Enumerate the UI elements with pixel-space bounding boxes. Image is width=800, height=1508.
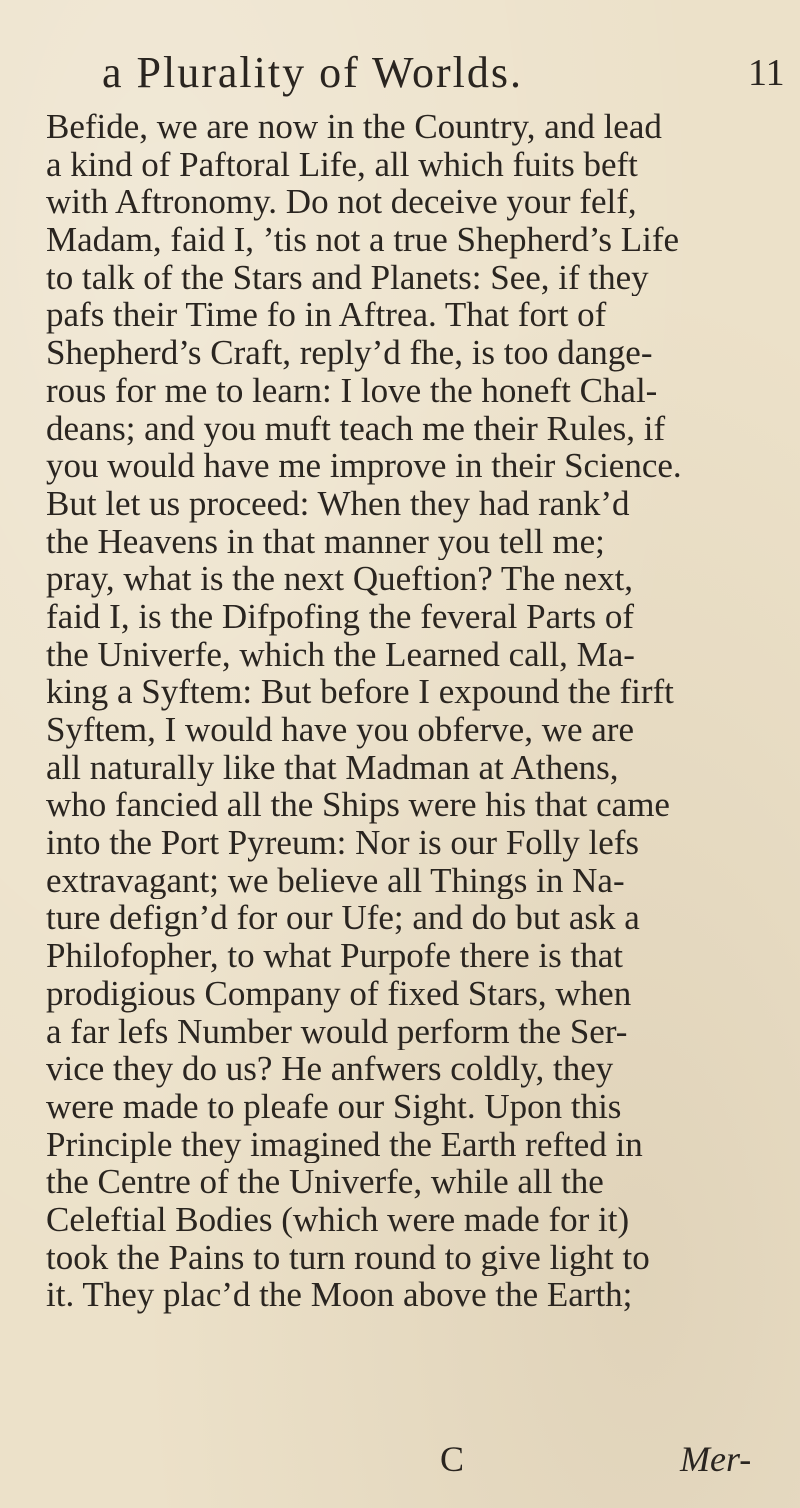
text-line: pafs their Time fo in Aftrea. That fort of (46, 296, 607, 335)
page-footer (0, 1438, 800, 1480)
text-line: But let us proceed: When they had rank’d (46, 484, 630, 523)
text-line: were made to pleafe our Sight. Upon this (46, 1087, 622, 1126)
text-line: Syftem, I would have you obferve, we are (46, 711, 634, 749)
page-number: 11 (748, 52, 785, 94)
text-line: Philofopher, to what Purpofe there is that (46, 937, 623, 975)
text-line: pray, what is the next Queftion? The next, (46, 560, 634, 598)
text-line: the Heavens in that manner you tell me; (46, 522, 605, 561)
running-head-title: a Plurality of Worlds. (102, 48, 523, 97)
text-line: faid I, is the Difpofing the feveral Parts of (46, 597, 635, 636)
text-line: Principle they imagined the Earth refted in (46, 1125, 643, 1164)
text-line: Celeftial Bodies (which were made for it) (46, 1200, 630, 1239)
text-line: all naturally like that Madman at Athens, (46, 748, 619, 787)
text-line: Shepherd’s Craft, reply’d fhe, is too dange- (46, 334, 653, 372)
signature-mark: C (440, 1439, 465, 1479)
text-line: extravagant; we believe all Things in Na- (46, 861, 625, 900)
text-line: you would have me improve in their Science. (46, 447, 682, 485)
body-text (0, 108, 800, 1314)
running-head (0, 48, 800, 98)
text-line: the Univerfe, which the Learned call, Ma- (46, 635, 635, 674)
text-line: king a Syftem: But before I expound the firft (46, 673, 674, 711)
text-line: it. They plac’d the Moon above the Earth; (46, 1276, 633, 1314)
catchword: Mer- (680, 1439, 752, 1479)
text-line: the Centre of the Univerfe, while all the (46, 1163, 604, 1201)
text-line: with Aftronomy. Do not deceive your felf, (46, 183, 637, 222)
text-line: rous for me to learn: I love the honeft Chal- (46, 371, 658, 410)
text-line: took the Pains to turn round to give light to (46, 1238, 650, 1277)
text-line: Befide, we are now in the Country, and lead (46, 108, 662, 146)
text-line: a kind of Paftoral Life, all which fuits beft (46, 145, 638, 184)
text-line: who fancied all the Ships were his that came (46, 786, 670, 825)
text-line: deans; and you muft teach me their Rules, if (46, 409, 666, 448)
text-line: ture defign’d for our Ufe; and do but ask a (46, 899, 640, 938)
text-line: a far lefs Number would perform the Ser- (46, 1012, 628, 1051)
text-line: prodigious Company of fixed Stars, when (46, 974, 632, 1013)
text-line: into the Port Pyreum: Nor is our Folly lefs (46, 824, 640, 862)
text-line: vice they do us? He anfwers coldly, they (46, 1050, 614, 1088)
text-line: Madam, faid I, ’tis not a true Shepherd’s Life (46, 221, 680, 259)
text-line: to talk of the Stars and Planets: See, if they (46, 258, 649, 297)
